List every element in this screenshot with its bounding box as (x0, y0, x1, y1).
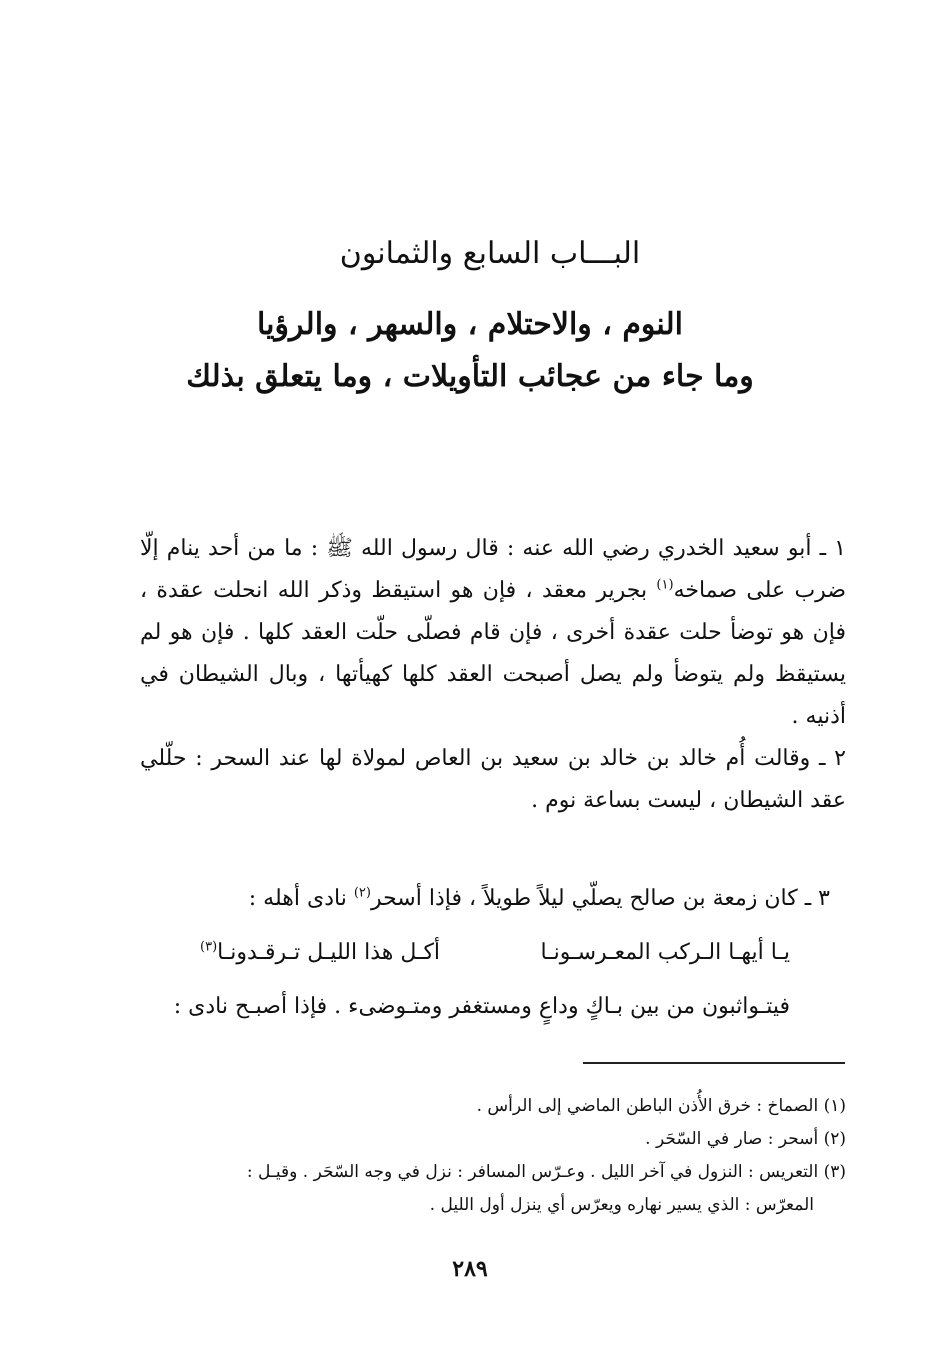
footnote-2: (٢) أسحر : صار في السّحَر . (645, 1129, 846, 1149)
footnote-ref-3: (٣) (200, 939, 218, 955)
verse-second-hemistich (200, 932, 440, 974)
footnote-ref-1: (١) (656, 577, 674, 593)
paragraph-2: ٢ ـ وقالت أُم خالد بن خالد بن سعيد بن العاص لمولاة لها عند السحر : حلّلي عقد الشيطان ، ليست بساعة نوم . (140, 746, 846, 813)
poetry-verse (200, 932, 790, 974)
paragraph-3-text-b: نادى أهله : (248, 886, 354, 911)
paragraph-1-text-a: ١ ـ أبو سعيد الخدري رضي الله عنه : قال رسول الله ﷺ : ما من أحد ينام إلّا ضرب على صماخه (140, 536, 847, 603)
footnote-ref-2: (٢) (353, 885, 371, 901)
verse-first-hemistich: يـا أيهـا الـركب المعـرسـونـا (540, 940, 790, 965)
paragraph-1-text-b: بجرير معقد ، فإن هو استيقظ وذكر الله انحلت عقدة ، فإن هو توضأ حلت عقدة أخرى ، فإن قام فصلّى حلّت العقد كلها . فإن هو لم يستيقظ ولم يتوضأ ولم يصل أصبحت العقد كلها كهيأتها ، وبال الشيطان في أذنيه . (140, 578, 846, 729)
paragraph-1 (140, 528, 846, 738)
footnote-3-continued: المعرّس : الذي يسير نهاره ويعرّس أي ينزل أول الليل . (429, 1195, 814, 1215)
paragraph-4: فيتـواثبون من بين بـاكٍ وداعٍ ومستغفر ومتـوضىء . فإذا أصبـح نادى : (173, 994, 790, 1019)
chapter-subtitle-line-2: وما جاء من عجائب التأويلات ، وما يتعلق بذلك (186, 359, 754, 394)
paragraph-3 (140, 878, 830, 920)
verse-second-hemistich-text: أكـل هذا الليـل تـرقـدونـا (217, 940, 441, 965)
chapter-heading: البـــاب السابع والثمانون (339, 236, 641, 271)
footnotes (150, 1090, 846, 1222)
page-number: ٢٨٩ (452, 1256, 488, 1282)
footnote-1: (١) الصماخ : خرق الأُذن الباطن الماضي إلى الرأس . (476, 1096, 846, 1116)
chapter-subtitle-line-1: النوم ، والاحتلام ، والسهر ، والرؤيا (257, 307, 683, 342)
paragraph-3-text-a: ٣ ـ كان زمعة بن صالح يصلّي ليلاً طويلاً ، فإذا أسحر (370, 886, 830, 911)
footnote-3: (٣) التعريس : النزول في آخر الليل . وعـرّس المسافر : نزل في وجه السّحَر . وقيـل : (246, 1162, 846, 1182)
footnote-separator (583, 1062, 845, 1064)
